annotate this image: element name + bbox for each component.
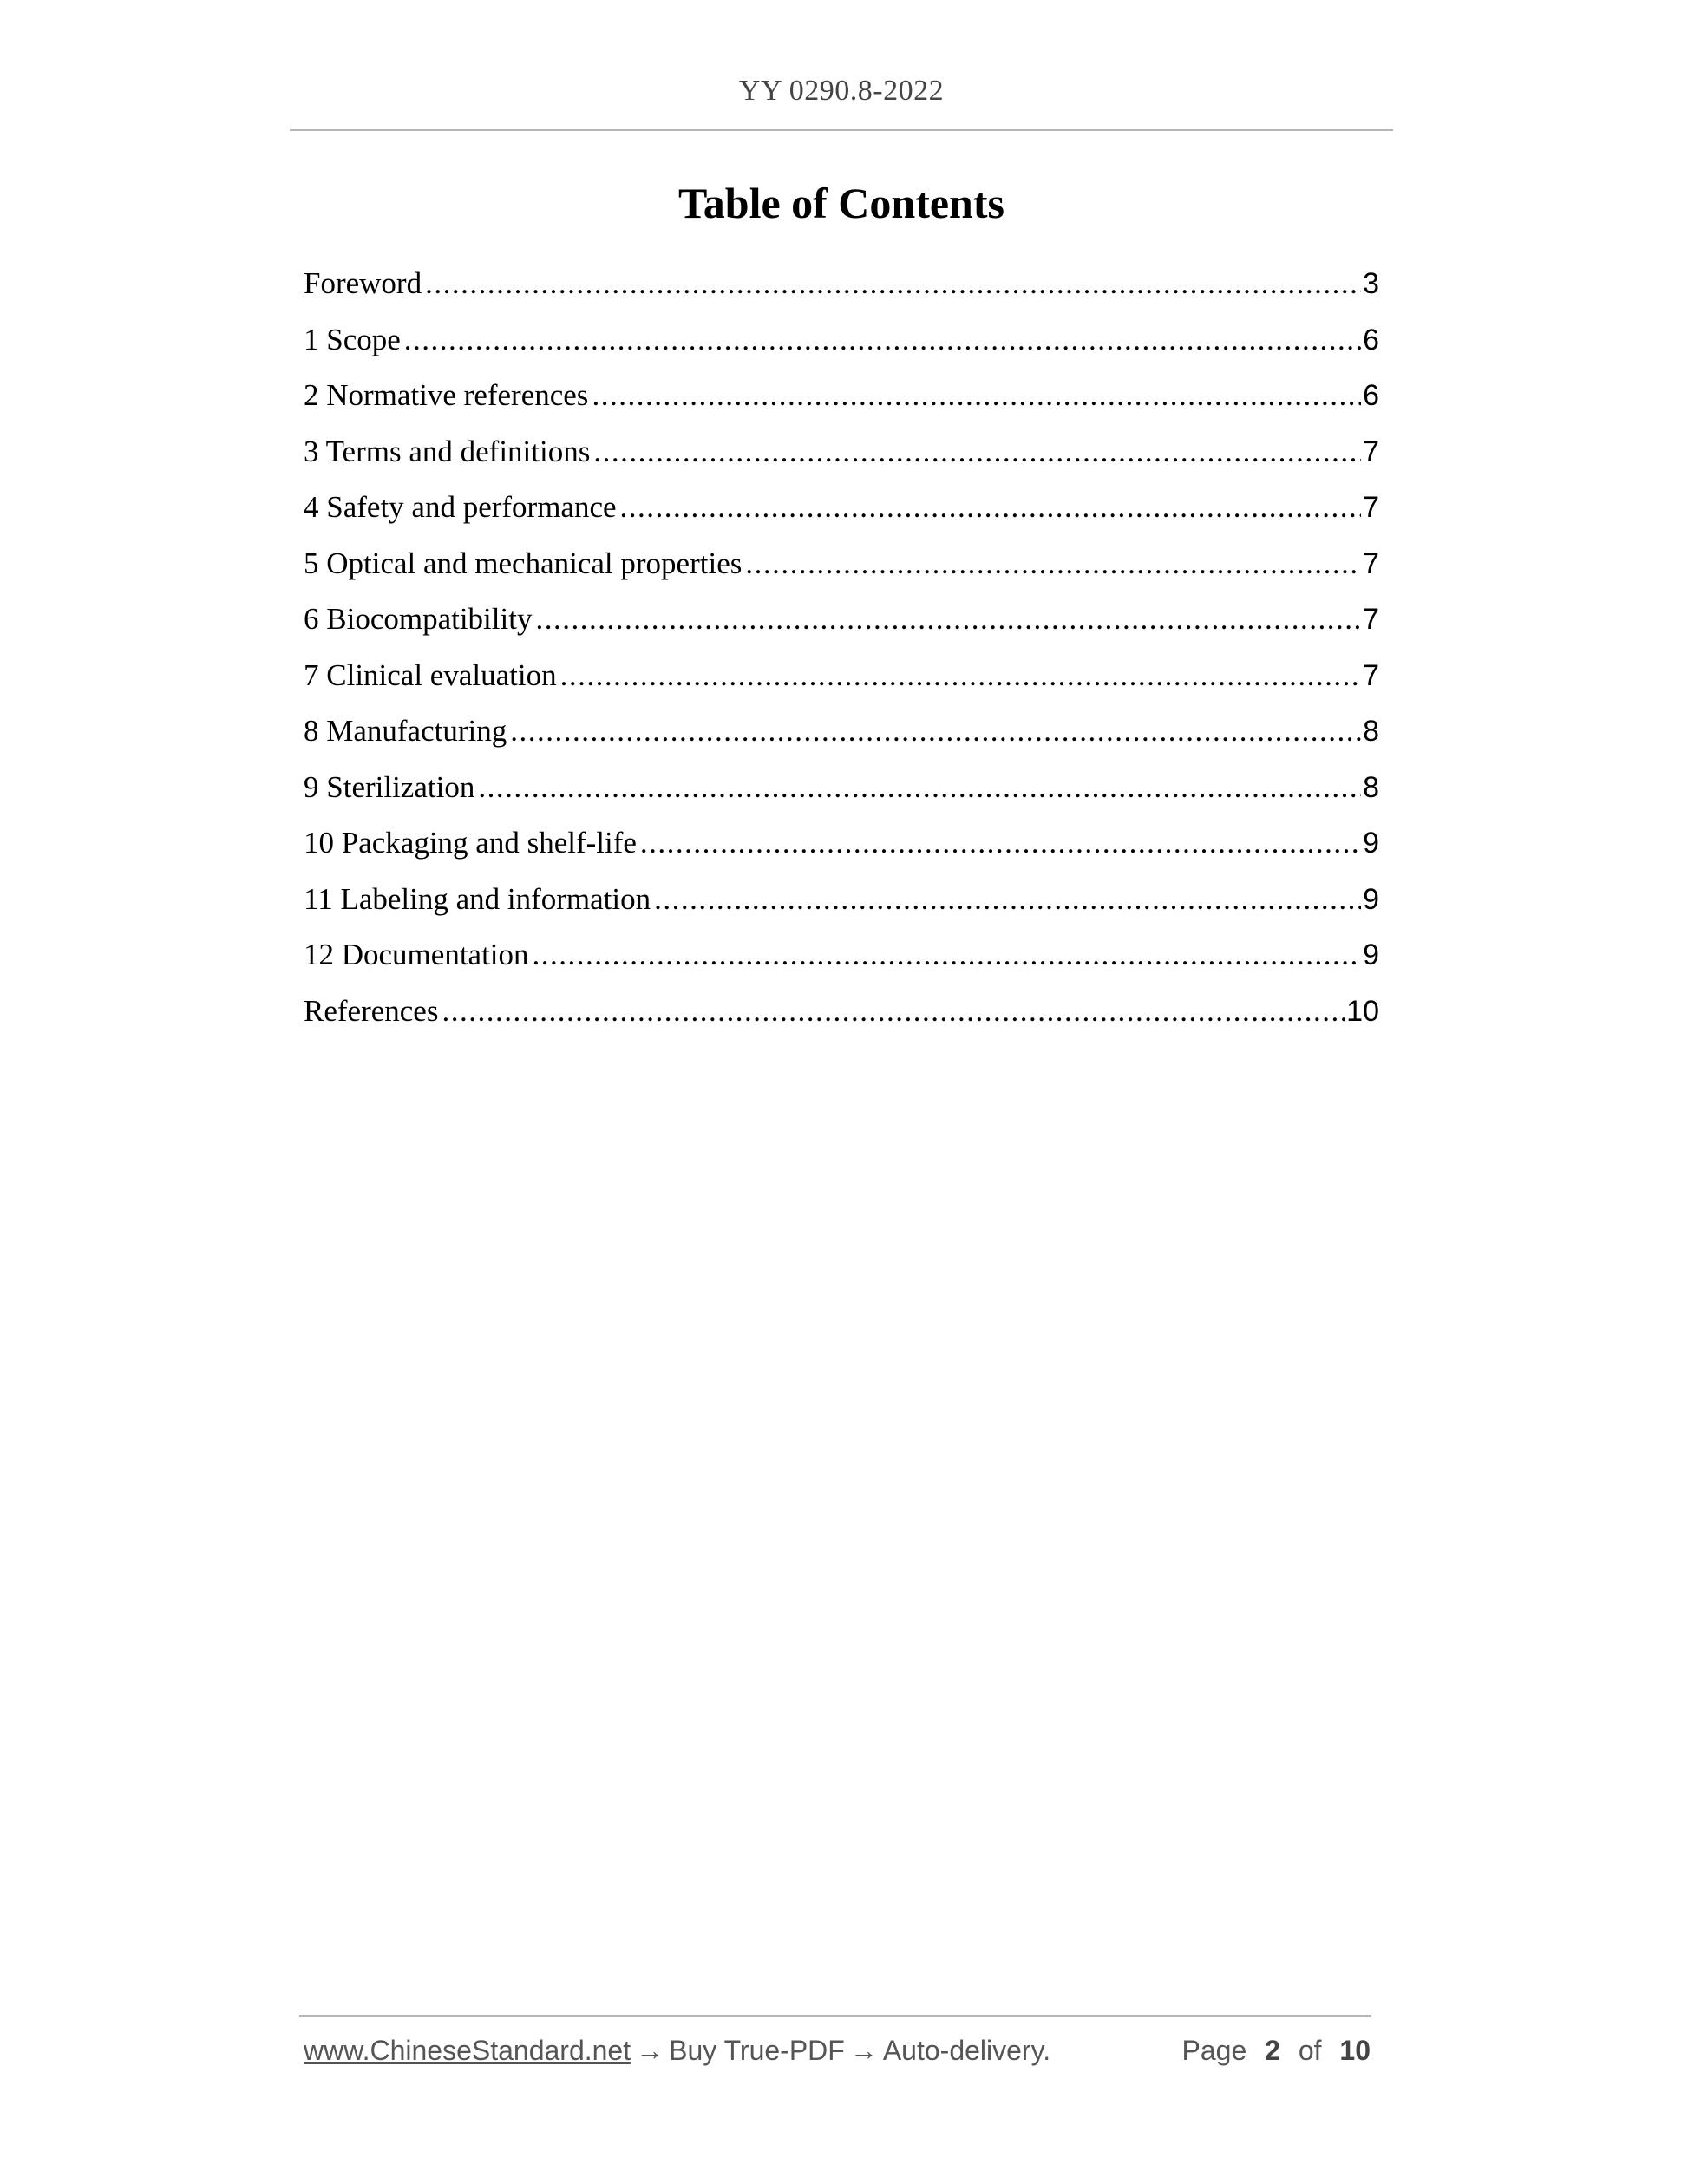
dot-leader — [404, 312, 1361, 369]
arrow-right-icon: → — [849, 2035, 878, 2066]
dot-leader — [592, 368, 1361, 424]
auto-delivery-text: Auto-delivery. — [882, 2035, 1051, 2066]
toc-entry-page: 3 — [1363, 267, 1379, 300]
toc-entry-manufacturing[interactable] — [304, 703, 1379, 760]
toc-entry-scope[interactable] — [304, 312, 1379, 369]
toc-entry-label: Foreword — [304, 266, 422, 300]
toc-entry-page: 7 — [1363, 491, 1379, 524]
toc-entry-label: 2 Normative references — [304, 378, 589, 412]
footer-divider — [299, 2015, 1371, 2017]
toc-entry-page: 10 — [1346, 994, 1379, 1028]
toc-entry-page: 6 — [1363, 323, 1379, 356]
toc-entry-label: 1 Scope — [304, 322, 401, 356]
toc-entry-references[interactable] — [304, 984, 1379, 1040]
website-link[interactable]: www.ChineseStandard.net — [304, 2035, 631, 2066]
toc-entry-label: 11 Labeling and information — [304, 881, 651, 916]
toc-entry-label: References — [304, 993, 439, 1028]
toc-entry-terms-and-definitions[interactable] — [304, 424, 1379, 481]
toc-entry-optical-and-mechanical-properties[interactable] — [304, 536, 1379, 592]
toc-entry-page: 7 — [1363, 435, 1379, 468]
toc-entry-label: 4 Safety and performance — [304, 490, 617, 524]
of-word: of — [1298, 2035, 1322, 2066]
dot-leader — [425, 256, 1361, 312]
toc-entry-label: 12 Documentation — [304, 938, 529, 971]
toc-entry-label: 8 Manufacturing — [304, 714, 507, 748]
toc-entry-page: 7 — [1363, 546, 1379, 580]
toc-entry-documentation[interactable] — [304, 927, 1379, 984]
dot-leader — [560, 648, 1361, 704]
toc-entry-biocompatibility[interactable] — [304, 592, 1379, 648]
toc-entry-label: 6 Biocompatibility — [304, 602, 533, 636]
document-id-header: YY 0290.8-2022 — [738, 75, 945, 107]
toc-entry-normative-references[interactable] — [304, 368, 1379, 424]
toc-entry-page: 9 — [1363, 827, 1379, 860]
toc-entry-label: 5 Optical and mechanical properties — [304, 546, 743, 580]
page-number — [1182, 2035, 1371, 2067]
page-word: Page — [1181, 2035, 1247, 2066]
dot-leader — [620, 480, 1362, 536]
dot-leader — [593, 424, 1361, 481]
buy-true-pdf-text: Buy True-PDF — [669, 2035, 845, 2066]
toc-entry-label: 3 Terms and definitions — [304, 434, 591, 468]
toc-entry-page: 8 — [1363, 770, 1379, 804]
dot-leader — [654, 872, 1361, 928]
toc-list — [304, 256, 1379, 1039]
toc-entry-page: 7 — [1363, 603, 1379, 636]
dot-leader — [442, 984, 1345, 1040]
toc-entry-page: 8 — [1363, 715, 1379, 748]
toc-entry-page: 9 — [1363, 938, 1379, 971]
toc-entry-clinical-evaluation[interactable] — [304, 648, 1379, 704]
header-divider — [290, 129, 1393, 131]
dot-leader — [533, 927, 1362, 984]
toc-entry-page: 6 — [1363, 379, 1379, 412]
arrow-right-icon: → — [636, 2035, 664, 2066]
toc-entry-labeling-and-information[interactable] — [304, 872, 1379, 928]
toc-entry-label: 9 Sterilization — [304, 769, 475, 804]
toc-entry-packaging-and-shelf-life[interactable] — [304, 815, 1379, 872]
toc-entry-foreword[interactable] — [304, 256, 1379, 312]
toc-entry-label: 10 Packaging and shelf-life — [304, 826, 637, 860]
dot-leader — [640, 815, 1361, 872]
dot-leader — [745, 536, 1361, 592]
page-footer — [304, 2035, 1371, 2067]
toc-entry-page: 7 — [1363, 658, 1379, 692]
footer-promo — [304, 2035, 1050, 2067]
dot-leader — [535, 592, 1361, 648]
toc-title: Table of Contents — [678, 179, 1004, 227]
dot-leader — [510, 703, 1361, 760]
current-page-number: 2 — [1265, 2035, 1280, 2066]
toc-entry-page: 9 — [1363, 882, 1379, 916]
toc-entry-sterilization[interactable] — [304, 760, 1379, 816]
dot-leader — [478, 760, 1361, 816]
toc-entry-safety-and-performance[interactable] — [304, 480, 1379, 536]
total-pages-number: 10 — [1339, 2035, 1371, 2066]
toc-entry-label: 7 Clinical evaluation — [304, 657, 557, 692]
